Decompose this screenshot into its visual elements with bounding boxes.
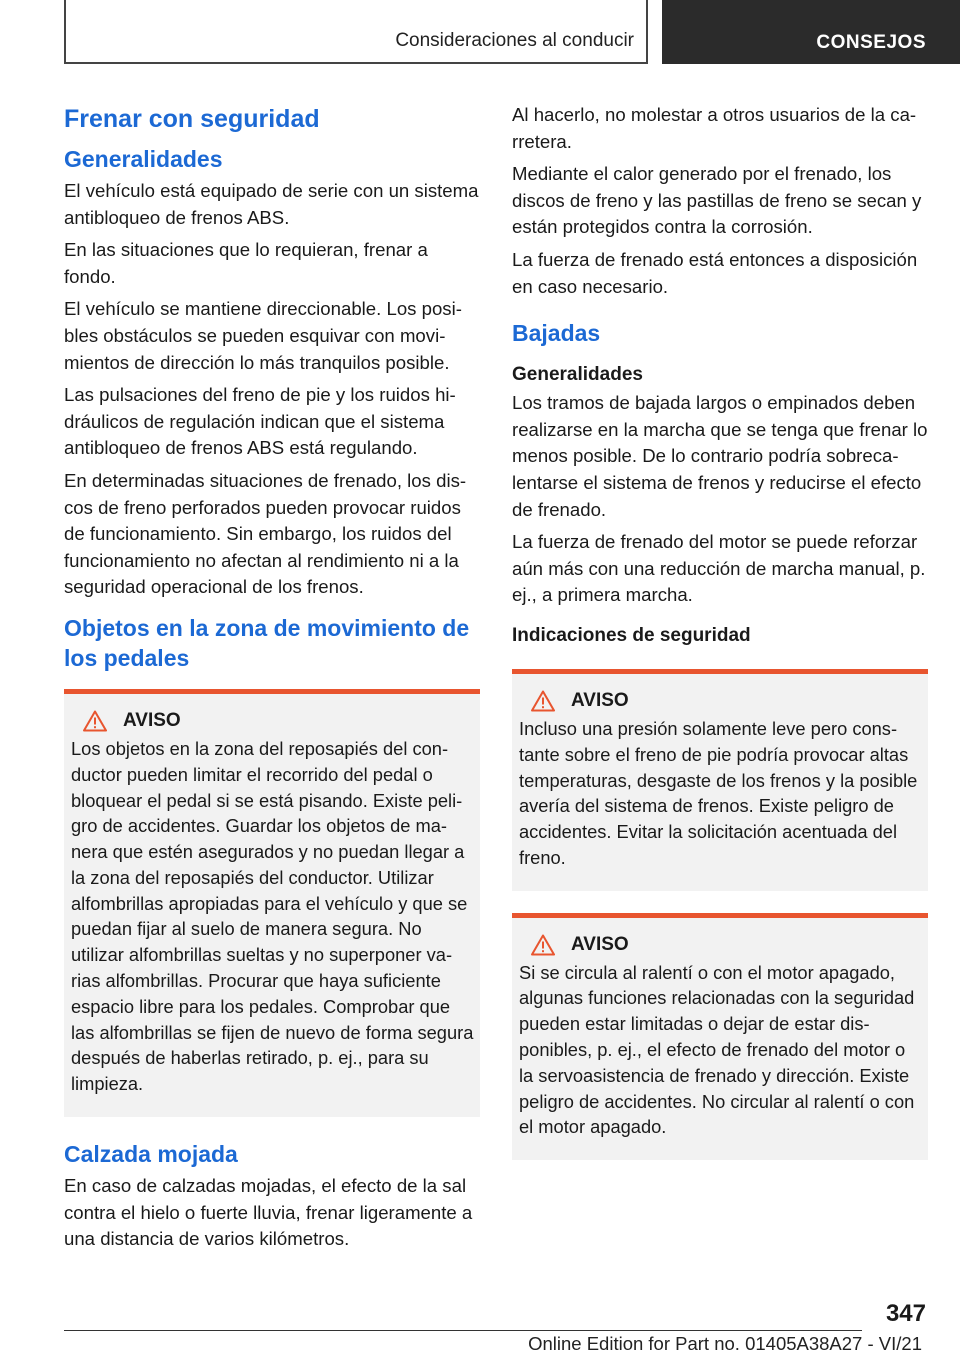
header-chapter-box <box>662 0 960 64</box>
paragraph: Mediante el calor generado por el frenado, los discos de freno y las pastillas de freno se secan y están protegidos contra la corrosión. <box>512 163 922 238</box>
left-column <box>64 96 480 1259</box>
paragraph: Al hacerlo, no molestar a otros usuarios de la carretera. <box>512 104 917 152</box>
heading-wet-road: Calzada mojada <box>64 1141 238 1168</box>
warning-box <box>64 689 480 1117</box>
paragraph: En caso de calzadas mojadas, el efecto de la sal contra el hielo o fuerte lluvia, frenar ligeramente a una distancia de varios kilómetros. <box>64 1175 473 1250</box>
paragraph: Las pulsaciones del freno de pie y los ruidos hidráulicos de regulación indican que el sistema antibloqueo de frenos ABS está regulando. <box>64 384 456 459</box>
warning-header <box>531 690 922 712</box>
footer-divider <box>64 1330 862 1331</box>
heading-generalidades: Generalidades <box>64 146 223 172</box>
header-section-title: Consideraciones al conducir <box>395 30 634 51</box>
footer-edition: Online Edition for Part no. 01405A38A27 - VI/21 <box>528 1333 922 1354</box>
page-number: 347 <box>885 1300 926 1327</box>
warning-header <box>83 710 474 732</box>
paragraph: El vehículo está equipado de serie con un sistema antibloqueo de frenos ABS. <box>64 180 479 228</box>
warning-label: AVISO <box>123 709 181 731</box>
paragraph: La fuerza de frenado está entonces a disposición en caso necesario. <box>512 248 918 297</box>
header-section-box <box>64 0 648 64</box>
page-title: Frenar con seguridad <box>64 105 320 133</box>
paragraph: La fuerza de frenado del motor se puede reforzar aún más con una reducción de marcha manual, p. ej., a primera marcha. <box>512 531 926 606</box>
subheading-safety: Indicaciones de seguridad <box>512 624 751 646</box>
warning-triangle-icon <box>531 934 555 956</box>
warning-text: Los objetos en la zona del reposapiés del conductor pueden limitar el recorrido del pedal o bloquear el pedal si se está pisando. Existe peligro de accidentes. Guardar los objetos de manera que estén asegurados y no puedan llegar a la zona del reposapiés del conductor. Utilizar alfombrillas apropiadas para el vehículo y que se puedan fijar al suelo de manera segura. No utilizar alfombrillas sueltas y no superponer varias alfombrillas. Procurar que haya suficiente espacio libre para los pedales. Comprobar que las alfombrillas se fijen de nuevo de forma segura después de haberlas retirado, p. ej., para su limpieza. <box>71 737 474 1095</box>
header-chapter-title: CONSEJOS <box>816 32 926 53</box>
subheading-generalidades: Generalidades <box>512 364 643 386</box>
heading-pedals: Objetos en la zona de movimiento de los pedales <box>64 614 470 671</box>
paragraph: Los tramos de bajada largos o empinados deben realizarse en la marcha que se tenga que frenar lo menos posible. De lo contrario podría sobrecalentarse el sistema de frenos y reducirse el efecto de frenado. <box>512 392 928 520</box>
warning-text: Si se circula al ralentí o con el motor apagado, algunas funciones relacionadas con la seguridad pueden estar limitadas o dejar de estar disponibles, p. ej., el efecto de frenado del motor o la servoasistencia de frenado y dirección. Existe peligro de accidentes. No circular al ralentí o con el motor apagado. <box>519 961 915 1138</box>
paragraph: En determinadas situaciones de frenado, los discos de freno perforados pueden provocar ruidos de funcionamiento. Sin embargo, los ruidos del funcionamiento no afectan al rendimiento ni a la seguridad operacional de los frenos. <box>64 469 467 598</box>
warning-triangle-icon <box>83 710 107 732</box>
right-column <box>512 102 928 1182</box>
heading-downhill: Bajadas <box>512 320 601 347</box>
warning-triangle-icon <box>531 690 555 712</box>
paragraph: El vehículo se mantiene direccionable. Los posibles obstáculos se pueden esquivar con movimientos de dirección lo más tranquilos posible. <box>64 298 462 373</box>
warning-text: Incluso una presión solamente leve pero constante sobre el freno de pie podría provocar altas temperaturas, desgaste de los frenos y la posible avería del sistema de frenos. Existe peligro de accidentes. Evitar la solicitación acentuada del freno. <box>519 717 918 868</box>
warning-header <box>531 934 922 956</box>
warning-label: AVISO <box>571 689 629 711</box>
warning-box <box>512 669 928 891</box>
warning-label: AVISO <box>571 933 629 955</box>
paragraph: En las situaciones que lo requieran, frenar a fondo. <box>64 239 428 287</box>
warning-box <box>512 913 928 1161</box>
